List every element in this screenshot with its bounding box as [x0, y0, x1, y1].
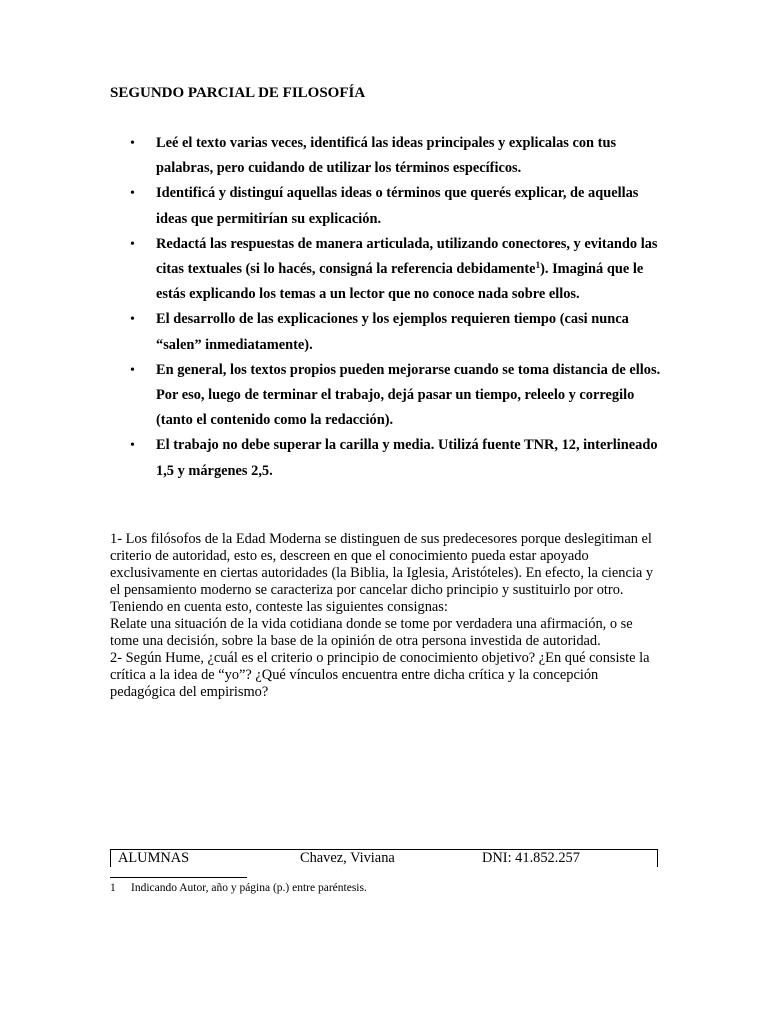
footnote-reference[interactable]: 1	[535, 260, 541, 271]
instruction-item	[110, 433, 665, 483]
instructions-list	[110, 131, 665, 484]
questions-section	[110, 531, 660, 701]
instruction-text: El trabajo no debe superar la carilla y media. Utilizá fuente TNR, 12, interlineado 1,5 y márgenes 2,5.	[156, 437, 658, 479]
footnote-number: 1	[110, 882, 116, 894]
instruction-text: Redactá las respuestas de manera articulada, utilizando conectores, y evitando las citas textuales (si lo hacés, consigná la referencia debidamente	[156, 235, 658, 278]
bullet-icon: •	[130, 362, 135, 378]
footnote-separator	[110, 877, 247, 878]
instruction-item	[110, 181, 665, 231]
question-1-task: Relate una situación de la vida cotidiana donde se tome por verdadera una afirmación, o se tome una decisión, sobre la base de la opinión de otra persona investida de autoridad.	[110, 616, 633, 649]
instruction-item	[110, 307, 665, 357]
bullet-icon: •	[130, 438, 135, 454]
students-label: ALUMNAS	[118, 850, 190, 866]
page-title: SEGUNDO PARCIAL DE FILOSOFÍA	[110, 85, 366, 101]
instruction-item	[110, 131, 665, 181]
instruction-item	[110, 232, 665, 308]
instruction-item	[110, 358, 665, 434]
instruction-text: ). Imaginá que le estás explicando los temas a un lector que no conoce nada sobre ellos.	[156, 261, 644, 303]
student-name: Chavez, Viviana	[300, 850, 395, 866]
student-info-table	[110, 849, 658, 867]
footnote	[110, 881, 367, 895]
instruction-text: Leé el texto varias veces, identificá las ideas principales y explicalas con tus palabras, pero cuidando de utilizar los términos específicos.	[156, 135, 617, 177]
bullet-icon: •	[130, 236, 135, 252]
bullet-icon: •	[130, 186, 135, 202]
instruction-text: Identificá y distinguí aquellas ideas o términos que querés explicar, de aquellas ideas que permitirían su explicación.	[156, 185, 639, 227]
instruction-text: En general, los textos propios pueden mejorarse cuando se toma distancia de ellos. Por eso, luego de terminar el trabajo, dejá pasar un tiempo, releelo y corregilo (tanto el contenido como la redacción).	[156, 361, 661, 429]
student-dni: DNI: 41.852.257	[482, 850, 580, 866]
question-2: 2- Según Hume, ¿cuál es el criterio o principio de conocimiento objetivo? ¿En qué consiste la crítica a la idea de “yo”? ¿Qué vínculos encuentra entre dicha crítica y la concepción pedagógica del empirismo?	[110, 650, 650, 700]
bullet-icon: •	[130, 312, 135, 328]
footnote-text: Indicando Autor, año y página (p.) entre paréntesis.	[131, 882, 367, 894]
bullet-icon: •	[130, 136, 135, 151]
instruction-text: El desarrollo de las explicaciones y los ejemplos requieren tiempo (casi nunca “salen” inmediatamente).	[156, 311, 629, 353]
question-1-intro: 1- Los filósofos de la Edad Moderna se distinguen de sus predecesores porque deslegitiman el criterio de autoridad, esto es, descreen en que el conocimiento pueda estar apoyado exclusivamente en ciertas autoridades (la Biblia, la Iglesia, Aristóteles). En efecto, la ciencia y el pensamiento moderno se caracteriza por cancelar dicho principio y sustituirlo por otro. Teniendo en cuenta esto, conteste las siguientes consignas:	[110, 531, 654, 615]
